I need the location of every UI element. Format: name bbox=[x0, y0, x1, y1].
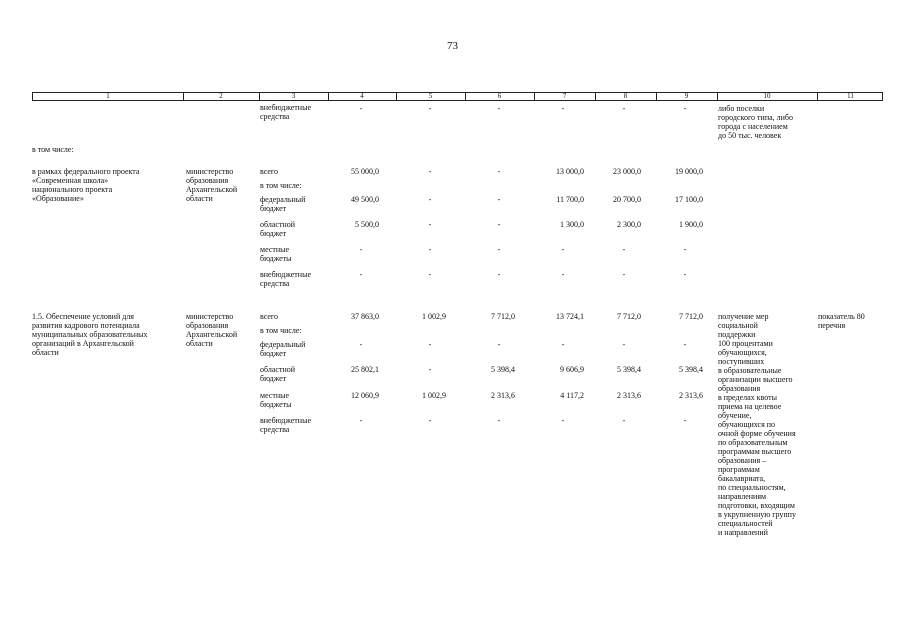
header-divider bbox=[595, 93, 596, 100]
value-cell: 2 313,6 bbox=[491, 391, 515, 400]
fed-project-executor: министерство образования Архангельской области bbox=[186, 167, 238, 203]
header-cell: 7 bbox=[562, 92, 567, 100]
value-cell: - bbox=[359, 340, 363, 349]
value-cell: - bbox=[428, 245, 432, 254]
source-cell: федеральный бюджет bbox=[260, 195, 306, 213]
value-cell: 7 712,0 bbox=[679, 312, 703, 321]
table-header-row bbox=[32, 92, 883, 101]
value-cell: 1 002,9 bbox=[422, 312, 446, 321]
value-cell: - bbox=[359, 104, 363, 113]
header-cell: 9 bbox=[684, 92, 689, 100]
value-cell: - bbox=[497, 104, 501, 113]
source-cell: всего bbox=[260, 167, 279, 176]
value-cell: 1 900,0 bbox=[679, 220, 703, 229]
value-cell: 7 712,0 bbox=[617, 312, 641, 321]
header-divider bbox=[183, 93, 184, 100]
source-cell: местные бюджеты bbox=[260, 391, 292, 409]
value-cell: - bbox=[561, 245, 565, 254]
source-cell: в том числе: bbox=[260, 181, 302, 190]
value-cell: - bbox=[359, 245, 363, 254]
value-cell: - bbox=[683, 270, 687, 279]
header-divider bbox=[817, 93, 818, 100]
value-cell: 25 802,1 bbox=[351, 365, 379, 374]
header-cell: 11 bbox=[847, 92, 854, 100]
value-cell: 2 300,0 bbox=[617, 220, 641, 229]
header-cell: 1 bbox=[106, 92, 110, 100]
value-cell: - bbox=[497, 220, 501, 229]
top-result: либо поселки городского типа, либо города с населением до 50 тыс. человек bbox=[718, 104, 793, 140]
header-divider bbox=[534, 93, 535, 100]
source-cell: областной бюджет bbox=[260, 365, 296, 383]
value-cell: - bbox=[622, 245, 626, 254]
value-cell: 5 398,4 bbox=[679, 365, 703, 374]
value-cell: 49 500,0 bbox=[351, 195, 379, 204]
value-cell: - bbox=[428, 195, 432, 204]
value-cell: - bbox=[622, 104, 626, 113]
value-cell: 55 000,0 bbox=[351, 167, 379, 176]
value-cell: 1 002,9 bbox=[422, 391, 446, 400]
value-cell: 2 313,6 bbox=[679, 391, 703, 400]
value-cell: 7 712,0 bbox=[491, 312, 515, 321]
value-cell: 4 117,2 bbox=[560, 391, 584, 400]
value-cell: - bbox=[428, 167, 432, 176]
value-cell: - bbox=[359, 270, 363, 279]
value-cell: 13 724,1 bbox=[556, 312, 584, 321]
value-cell: - bbox=[428, 340, 432, 349]
header-cell: 5 bbox=[428, 92, 433, 100]
value-cell: - bbox=[683, 340, 687, 349]
value-cell: 5 398,4 bbox=[491, 365, 515, 374]
item-1-5-indicator: показатель 80 перечня bbox=[818, 312, 865, 330]
header-divider bbox=[328, 93, 329, 100]
header-cell: 8 bbox=[623, 92, 628, 100]
value-cell: - bbox=[428, 270, 432, 279]
source-cell: местные бюджеты bbox=[260, 245, 292, 263]
value-cell: - bbox=[561, 104, 565, 113]
header-cell: 2 bbox=[219, 92, 223, 100]
value-cell: - bbox=[497, 167, 501, 176]
value-cell: - bbox=[561, 340, 565, 349]
source-cell: внебюджетные средства bbox=[260, 270, 311, 288]
value-cell: 1 300,0 bbox=[560, 220, 584, 229]
item-1-5-result: получение мер социальной поддержки 100 процентами обучающихся, поступивших в образовательные организации высшего образования в пределах квоты приема на целевое обучение, обучающихся по очной форме обучения по образовательным программам высшего образования – программам бакалавриата, по специальностям, направлениям подготовки, входящим в укрупненную группу специальностей и направлений bbox=[718, 312, 796, 537]
value-cell: - bbox=[497, 340, 501, 349]
value-cell: - bbox=[683, 416, 687, 425]
item-1-5-event: 1.5. Обеспечение условий для развития кадрового потенциала муниципальных образовательных организаций в Архангельской области bbox=[32, 312, 148, 357]
value-cell: - bbox=[683, 104, 687, 113]
value-cell: - bbox=[497, 245, 501, 254]
header-cell: 3 bbox=[291, 92, 296, 100]
value-cell: - bbox=[683, 245, 687, 254]
item-1-5-executor: министерство образования Архангельской области bbox=[186, 312, 238, 348]
value-cell: 5 398,4 bbox=[617, 365, 641, 374]
fed-project-event: в рамках федерального проекта «Современная школа» национального проекта «Образование» bbox=[32, 167, 140, 203]
header-divider bbox=[259, 93, 260, 100]
top-source: внебюджетные средства bbox=[260, 103, 311, 121]
header-divider bbox=[717, 93, 718, 100]
value-cell: - bbox=[428, 220, 432, 229]
source-cell: федеральный бюджет bbox=[260, 340, 306, 358]
value-cell: - bbox=[497, 270, 501, 279]
header-cell: 6 bbox=[497, 92, 502, 100]
value-cell: - bbox=[428, 365, 432, 374]
value-cell: - bbox=[428, 416, 432, 425]
value-cell: 19 000,0 bbox=[675, 167, 703, 176]
value-cell: 37 863,0 bbox=[351, 312, 379, 321]
value-cell: - bbox=[359, 416, 363, 425]
value-cell: 5 500,0 bbox=[355, 220, 379, 229]
value-cell: 11 700,0 bbox=[556, 195, 584, 204]
value-cell: - bbox=[622, 270, 626, 279]
value-cell: 23 000,0 bbox=[613, 167, 641, 176]
value-cell: - bbox=[497, 195, 501, 204]
source-cell: внебюджетные средства bbox=[260, 416, 311, 434]
value-cell: 20 700,0 bbox=[613, 195, 641, 204]
page-number: 73 bbox=[447, 40, 458, 52]
value-cell: 9 606,9 bbox=[560, 365, 584, 374]
header-divider bbox=[656, 93, 657, 100]
source-cell: областной бюджет bbox=[260, 220, 296, 238]
header-divider bbox=[465, 93, 466, 100]
value-cell: 12 060,9 bbox=[351, 391, 379, 400]
value-cell: 13 000,0 bbox=[556, 167, 584, 176]
value-cell: - bbox=[561, 416, 565, 425]
value-cell: 2 313,6 bbox=[617, 391, 641, 400]
value-cell: - bbox=[497, 416, 501, 425]
header-divider bbox=[396, 93, 397, 100]
header-cell: 10 bbox=[763, 92, 771, 100]
value-cell: - bbox=[622, 416, 626, 425]
in-total-label: в том числе: bbox=[32, 145, 74, 154]
value-cell: - bbox=[622, 340, 626, 349]
value-cell: 17 100,0 bbox=[675, 195, 703, 204]
value-cell: - bbox=[561, 270, 565, 279]
value-cell: - bbox=[428, 104, 432, 113]
header-cell: 4 bbox=[360, 92, 364, 100]
source-cell: всего bbox=[260, 312, 279, 321]
source-cell: в том числе: bbox=[260, 326, 302, 335]
